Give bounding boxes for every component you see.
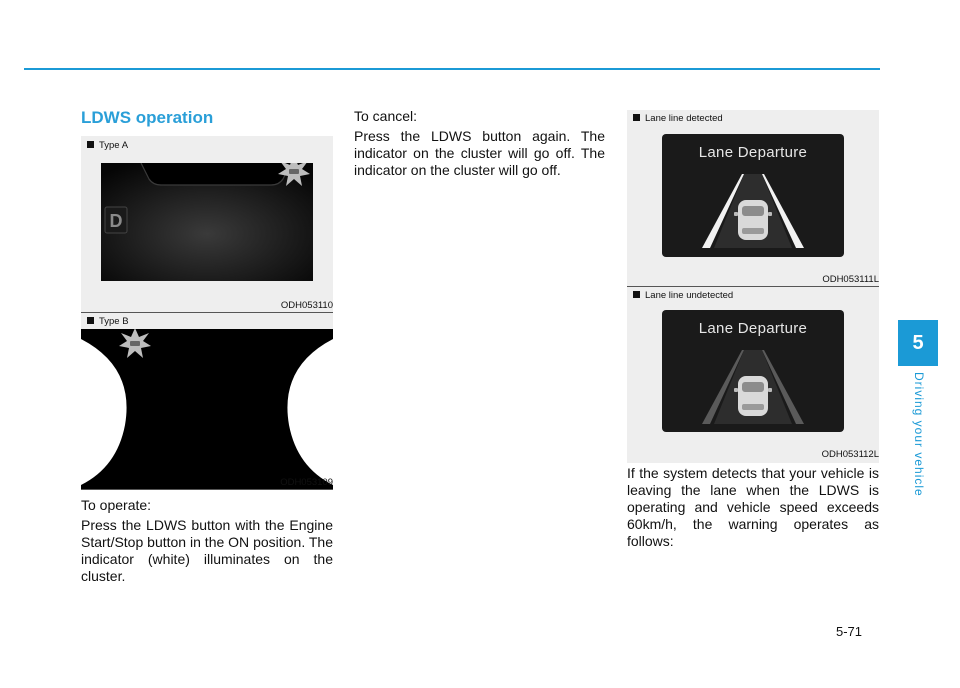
figure-caption: Lane line undetected [633, 290, 733, 301]
figure-code: ODH053112L [821, 449, 879, 460]
warning-paragraph: If the system detects that your vehicle is leaving the lane when the LDWS is operating and vehicle speed exceeds 60km/h, the warning operates as follows: [627, 465, 879, 549]
lane-departure-display-detected [662, 134, 844, 257]
square-bullet-icon [87, 317, 94, 324]
operate-heading: To operate: [81, 497, 152, 513]
figure-lane-undetected [627, 287, 879, 463]
figure-code: ODH053110 [280, 300, 333, 311]
figure-type-b [81, 313, 333, 489]
figure-type-a [81, 136, 333, 312]
section-title: LDWS operation [81, 108, 214, 127]
square-bullet-icon [87, 141, 94, 148]
display-title: Lane Departure [698, 144, 808, 161]
chapter-tab: 5 [898, 320, 938, 366]
figure-caption: Lane line detected [633, 113, 723, 124]
figure-code: ODH053111L [822, 274, 879, 285]
lane-scene-detected [662, 134, 844, 257]
chapter-label: Driving your vehicle [912, 372, 926, 497]
square-bullet-icon [633, 114, 640, 121]
operate-paragraph: Press the LDWS button with the Engine Start/Stop button in the ON position. The indicator (white) illuminates on the cluster. [81, 517, 333, 584]
page-number: 5-71 [836, 624, 863, 639]
figure-caption: Type B [87, 316, 129, 327]
cluster-illustration-type-b [81, 329, 333, 489]
cancel-paragraph: Press the LDWS button again. The indicator on the cluster will go off. The indicator on the cluster will go off. [354, 128, 605, 178]
cancel-heading: To cancel: [354, 108, 418, 124]
cluster-illustration-type-a [101, 163, 313, 281]
drive-indicator-icon [105, 207, 127, 233]
figure-divider [81, 489, 333, 490]
figure-lane-detected [627, 110, 879, 286]
square-bullet-icon [633, 291, 640, 298]
top-rule [24, 68, 880, 70]
car-icon [734, 200, 772, 240]
svg-text:D: D [109, 211, 123, 231]
display-title: Lane Departure [698, 320, 808, 337]
figure-code: ODH053109 [280, 477, 333, 488]
figure-caption: Type A [87, 140, 128, 151]
lane-scene-undetected [662, 310, 844, 432]
lane-departure-display-undetected [662, 310, 844, 432]
car-icon [734, 376, 772, 416]
